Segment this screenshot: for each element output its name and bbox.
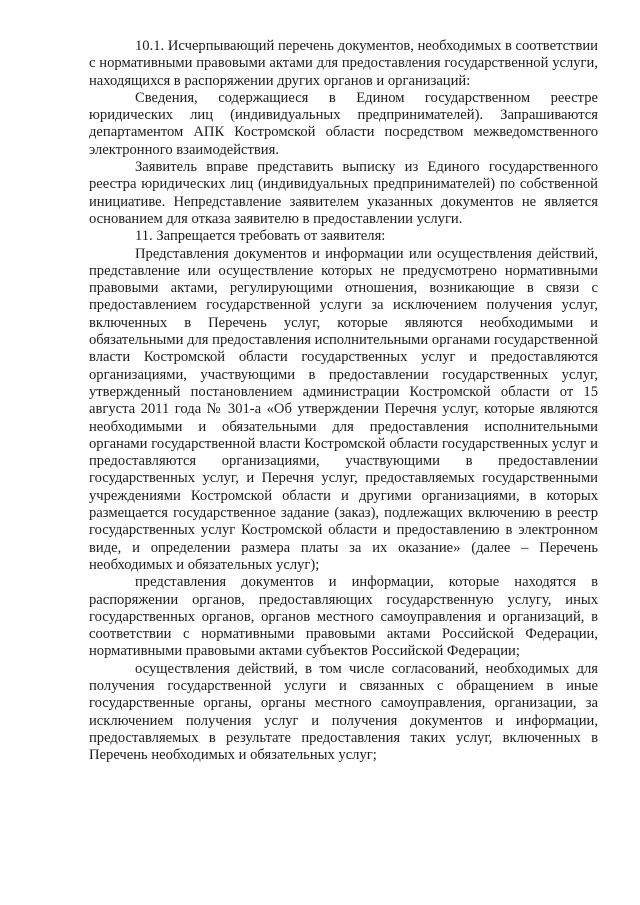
paragraph-prohibition-2: представления документов и информации, которые находятся в распоряжении органов, предоставляющих государственную услугу, иных государственных органов, органов местного самоуправления и организаций, в соответствии с нормативными правовыми актами Российской Федерации, нормативными правовыми актами субъектов Российской Федерации; (89, 574, 598, 660)
paragraph-11-heading: 11. Запрещается требовать от заявителя: (135, 228, 386, 245)
paragraph-prohibition-1: Представления документов и информации или осуществления действий, представление или осуществление которых не предусмотрено нормативными правовыми актами, регулирующими отношения, возникающие в связи с предоставлением государственной услуги за исключением получения услуг, включенных в Перечень услуг, которые являются необходимыми и обязательными для предоставления исполнительными органами государственной власти Костромской области государственных услуг и предоставляются организациями, участвующими в предоставлении государственных услуг, утвержденный постановлением администрации Костромской области от 15 августа 2011 года № 301-а «Об утверждении Перечня услуг, которые являются необходимыми и обязательными для предоставления исполнительными органами государственной власти Костромской области государственных услуг и предоставляются организациями, участвующими в предоставлении государственных услуг, и Перечня услуг, предоставляемых государственными учреждениями Костромской области и другими организациями, в которых размещается государственное задание (заказ), подлежащих включению в реестр государственных услуг Костромской области и предоставлению в электронном виде, и определении размера платы за их оказание» (далее – Перечень необходимых и обязательных услуг); (89, 245, 598, 573)
paragraph-prohibition-3: осуществления действий, в том числе согласований, необходимых для получения государственной услуги и связанных с обращением в иные государственные органы, органы местного самоуправления, организации, за исключением получения услуг и получения документов и информации, предоставляемых в результате предоставления таких услуг, включенных в Перечень необходимых и обязательных услуг; (89, 660, 598, 764)
paragraph-10-1: 10.1. Исчерпывающий перечень документов, необходимых в соответствии с нормативными правовыми актами для предоставления государственной услуги, находящихся в распоряжении других органов и организаций: (89, 38, 598, 89)
paragraph-applicant-right: Заявитель вправе представить выписку из Единого государственного реестра юридических лиц (индивидуальных предпринимателей) по собственной инициативе. Непредставление заявителем указанных документов не является основанием для отказа заявителю в предоставлении услуги. (89, 159, 598, 227)
paragraph-egrul-info: Сведения, содержащиеся в Едином государственном реестре юридических лиц (индивидуальных предпринимателей). Запрашиваются департаментом АПК Костромской области посредством межведомственного электронного взаимодействия. (89, 89, 598, 158)
